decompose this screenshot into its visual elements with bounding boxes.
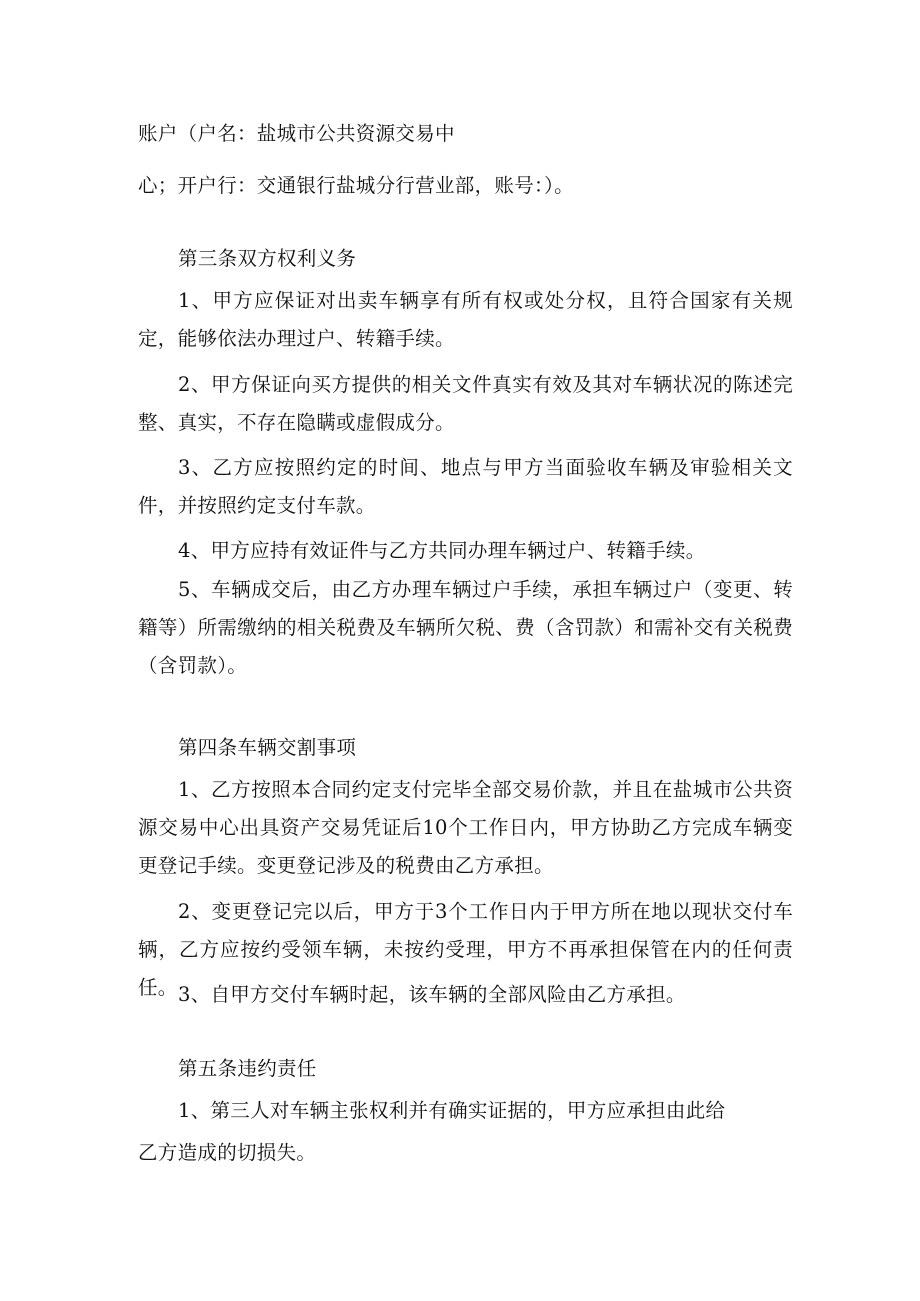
intro-line-1: 账户（户名：盐城市公共资源交易中 bbox=[138, 122, 455, 145]
article-4-heading: 第四条车辆交割事项 bbox=[178, 736, 357, 759]
article-4-item-3: 3、自甲方交付车辆时起，该车辆的全部风险由乙方承担。 bbox=[178, 983, 686, 1006]
article-3-item-3: 3、乙方应按照约定的时间、地点与甲方当面验收车辆及审验相关文件，并按照约定支付车款。 bbox=[138, 456, 793, 517]
article-3-item-4: 4、甲方应持有效证件与乙方共同办理车辆过户、转籍手续。 bbox=[178, 539, 706, 562]
intro-line-2: 心；开户行：交通银行盐城分行营业部，账号：）。 bbox=[138, 174, 574, 197]
article-3-item-2: 2、甲方保证向买方提供的相关文件真实有效及其对车辆状况的陈述完整、真实，不存在隐瞒或虚假成分。 bbox=[138, 373, 793, 434]
article-4-item-1: 1、乙方按照本合同约定支付完毕全部交易价款，并且在盐城市公共资源交易中心出具资产交易凭证后10个工作日内，甲方协助乙方完成车辆变更登记手续。变更登记涉及的税费由乙方承担。 bbox=[138, 778, 793, 877]
article-5-item-1-line-1: 1、第三人对车辆主张权利并有确实证据的，甲方应承担由此给 bbox=[178, 1099, 726, 1122]
article-3-item-5: 5、车辆成交后，由乙方办理车辆过户手续，承担车辆过户（变更、转籍等）所需缴纳的相关税费及车辆所欠税、费（含罚款）和需补交有关税费（含罚款）。 bbox=[138, 578, 793, 677]
article-5-item-1-line-2: 乙方造成的切损失。 bbox=[138, 1141, 317, 1164]
article-5-heading: 第五条违约责任 bbox=[178, 1057, 317, 1080]
article-3-item-1: 1、甲方应保证对出卖车辆享有所有权或处分权，且符合国家有关规定，能够依法办理过户、转籍手续。 bbox=[138, 289, 793, 350]
article-4-item-2: 2、变更登记完以后，甲方于3个工作日内于甲方所在地以现状交付车辆，乙方应按约受领车辆，未按约受理，甲方不再承担保管在内的任何责任。 bbox=[138, 900, 793, 999]
article-3-heading: 第三条双方权利义务 bbox=[178, 247, 357, 270]
